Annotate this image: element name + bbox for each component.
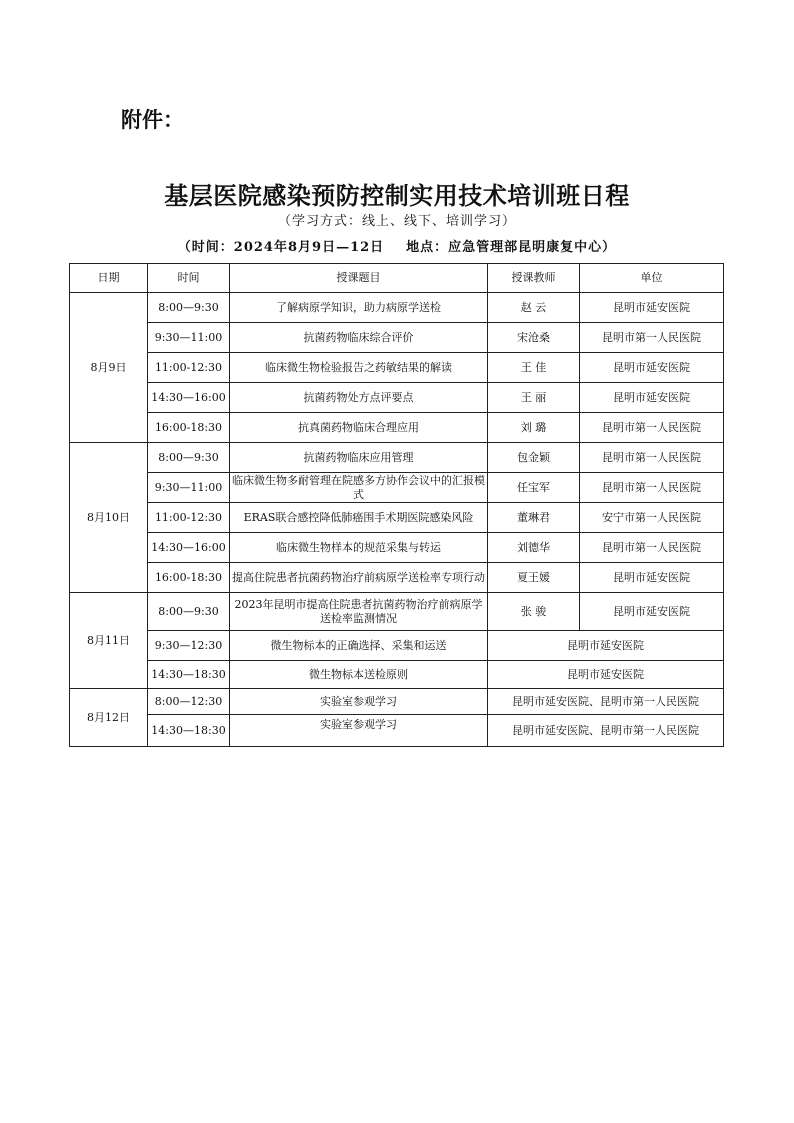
table-row: [70, 563, 724, 593]
unit-cell: 昆明市第一人民医院: [580, 413, 724, 443]
time-cell: 8:00—9:30: [148, 593, 230, 631]
topic-cell: 实验室参观学习: [230, 689, 488, 715]
time-cell: 8:00—12:30: [148, 689, 230, 715]
header-date: 日期: [70, 264, 148, 293]
teacher-cell: 王 佳: [488, 353, 580, 383]
time-cell: 8:00—9:30: [148, 443, 230, 473]
topic-cell: ERAS联合感控降低肺癌围手术期医院感染风险: [230, 503, 488, 533]
table-row: [70, 533, 724, 563]
teacher-cell: 董琳君: [488, 503, 580, 533]
table-row: [70, 689, 724, 715]
time-cell: 16:00-18:30: [148, 413, 230, 443]
attachment-label: 附件：: [121, 108, 184, 132]
unit-cell: 安宁市第一人民医院: [580, 503, 724, 533]
table-row: [70, 383, 724, 413]
document-title: 基层医院感染预防控制实用技术培训班日程: [164, 181, 630, 210]
header-topic: 授课题目: [230, 264, 488, 293]
topic-cell: 实验室参观学习: [230, 715, 488, 747]
topic-cell: 抗菌药物临床综合评价: [230, 323, 488, 353]
time-cell: 9:30—11:00: [148, 473, 230, 503]
teacher-cell: 夏王媛: [488, 563, 580, 593]
time-cell: 14:30—18:30: [148, 715, 230, 747]
table-row: [70, 443, 724, 473]
study-mode: （学习方式：线上、线下、培训学习）: [277, 214, 516, 229]
topic-cell: 2023年昆明市提高住院患者抗菌药物治疗前病原学送检率监测情况: [230, 593, 488, 631]
topic-cell: 临床微生物检验报告之药敏结果的解读: [230, 353, 488, 383]
time-cell: 16:00-18:30: [148, 563, 230, 593]
unit-cell: 昆明市延安医院、昆明市第一人民医院: [488, 715, 724, 747]
teacher-cell: 王 丽: [488, 383, 580, 413]
unit-cell: 昆明市第一人民医院: [580, 473, 724, 503]
unit-cell: 昆明市第一人民医院: [580, 323, 724, 353]
teacher-cell: 刘 璐: [488, 413, 580, 443]
unit-cell: 昆明市延安医院: [580, 383, 724, 413]
table-row: [70, 503, 724, 533]
topic-cell: 了解病原学知识，助力病原学送检: [230, 293, 488, 323]
header-unit: 单位: [580, 264, 724, 293]
time-cell: 14:30—16:00: [148, 533, 230, 563]
time-cell: 8:00—9:30: [148, 293, 230, 323]
unit-cell: 昆明市延安医院、昆明市第一人民医院: [488, 689, 724, 715]
teacher-cell: 赵 云: [488, 293, 580, 323]
header-teacher: 授课教师: [488, 264, 580, 293]
table-row: [70, 293, 724, 323]
table-row: [70, 661, 724, 689]
header-row: [70, 264, 724, 293]
teacher-cell: 刘德华: [488, 533, 580, 563]
table-row: [70, 353, 724, 383]
topic-cell: 提高住院患者抗菌药物治疗前病原学送检率专项行动: [230, 563, 488, 593]
topic-cell: 微生物标本的正确选择、采集和运送: [230, 631, 488, 661]
time-cell: 11:00-12:30: [148, 353, 230, 383]
teacher-cell: 任宝军: [488, 473, 580, 503]
table-row: [70, 323, 724, 353]
unit-cell: 昆明市第一人民医院: [580, 443, 724, 473]
topic-cell: 临床微生物多耐管理在院感多方协作会议中的汇报模式: [230, 473, 488, 503]
teacher-cell: 张 骏: [488, 593, 580, 631]
table-row: [70, 413, 724, 443]
place-label: 地点：应急管理部昆明康复中心）: [406, 240, 617, 255]
unit-cell: 昆明市延安医院: [580, 593, 724, 631]
schedule-table: [69, 263, 724, 747]
table-row: [70, 593, 724, 631]
time-cell: 9:30—12:30: [148, 631, 230, 661]
topic-cell: 抗菌药物处方点评要点: [230, 383, 488, 413]
teacher-cell: 包金颖: [488, 443, 580, 473]
topic-cell: 抗菌药物临床应用管理: [230, 443, 488, 473]
unit-cell: 昆明市延安医院: [580, 293, 724, 323]
time-cell: 14:30—18:30: [148, 661, 230, 689]
unit-cell: 昆明市第一人民医院: [580, 533, 724, 563]
teacher-cell: 宋沧桑: [488, 323, 580, 353]
topic-cell: 微生物标本送检原则: [230, 661, 488, 689]
table-row: [70, 715, 724, 747]
unit-cell: 昆明市延安医院: [580, 563, 724, 593]
unit-cell: 昆明市延安医院: [488, 631, 724, 661]
time-cell: 11:00-12:30: [148, 503, 230, 533]
unit-cell: 昆明市延安医院: [488, 661, 724, 689]
date-cell: 8月10日: [70, 443, 148, 593]
header-time: 时间: [148, 264, 230, 293]
time-cell: 14:30—16:00: [148, 383, 230, 413]
date-cell: 8月11日: [70, 593, 148, 689]
time-cell: 9:30—11:00: [148, 323, 230, 353]
topic-cell: 抗真菌药物临床合理应用: [230, 413, 488, 443]
date-cell: 8月9日: [70, 293, 148, 443]
time-label: （时间：2024年8月9日—12日: [177, 240, 385, 255]
table-row: [70, 631, 724, 661]
date-cell: 8月12日: [70, 689, 148, 747]
unit-cell: 昆明市延安医院: [580, 353, 724, 383]
topic-cell: 临床微生物样本的规范采集与转运: [230, 533, 488, 563]
time-place-line: [0, 236, 794, 255]
table-row: [70, 473, 724, 503]
